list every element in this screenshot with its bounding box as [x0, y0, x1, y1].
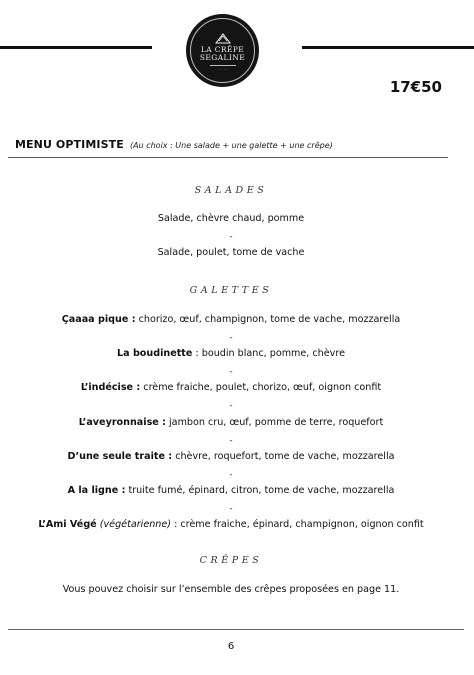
section-title-salades: SALADES	[194, 185, 268, 196]
galette-description: jambon cru, œuf, pomme de terre, roquefort	[165, 417, 384, 428]
galette-description: chorizo, œuf, champignon, tome de vache, mozzarella	[135, 314, 401, 325]
galette-item	[0, 314, 462, 325]
menu-choice-note: (Au choix : Une salade + une galette + une crêpe)	[130, 141, 333, 150]
galette-name: L’indécise :	[80, 382, 141, 393]
galette-description: crème fraiche, poulet, chorizo, œuf, oignon confit	[140, 382, 382, 393]
header-rule-left	[0, 46, 152, 49]
galette-name: Çaaaa pique :	[61, 314, 136, 325]
galette-name: La boudinette	[117, 348, 193, 359]
galette-item	[0, 451, 462, 462]
item-separator: -	[229, 470, 233, 480]
logo-ring	[190, 18, 255, 83]
section-title-galettes: GALETTES	[189, 285, 273, 296]
galette-description: : crème fraiche, épinard, champignon, oignon confit	[171, 519, 424, 530]
galette-item	[0, 382, 462, 393]
page-number: 6	[227, 641, 235, 652]
galette-description: : boudin blanc, pomme, chèvre	[192, 348, 345, 359]
menu-title-rule	[8, 157, 448, 158]
galette-item	[0, 519, 462, 530]
salade-item: Salade, chèvre chaud, pomme	[157, 213, 305, 224]
item-separator: -	[229, 504, 233, 514]
menu-price: 17€50	[389, 78, 442, 96]
item-separator: -	[229, 232, 233, 242]
galette-description: chèvre, roquefort, tome de vache, mozzarella	[172, 451, 395, 462]
galette-description: truite fumé, épinard, citron, tome de vache, mozzarella	[125, 485, 395, 496]
item-separator: -	[229, 436, 233, 446]
item-separator: -	[229, 401, 233, 411]
galette-item	[0, 417, 462, 428]
header-rule-right	[302, 46, 474, 49]
section-title-crepes: CRÊPES	[199, 555, 263, 566]
logo-text-line1: LA CRÊPE	[200, 45, 245, 54]
menu-title: MENU OPTIMISTE	[15, 138, 124, 151]
item-separator: -	[229, 367, 233, 377]
logo-small-mark: ·· ··	[217, 68, 228, 72]
galette-note: (végétarienne)	[96, 519, 172, 530]
galette-name: A la ligne :	[67, 485, 126, 496]
galette-item	[0, 485, 462, 496]
galette-name: L’Ami Végé	[38, 519, 97, 530]
restaurant-logo	[186, 14, 259, 87]
galette-name: D’une seule traite :	[67, 451, 173, 462]
galette-name: L’aveyronnaise :	[78, 417, 166, 428]
galette-item	[0, 348, 462, 359]
crepes-text: Vous pouvez choisir sur l’ensemble des crêpes proposées en page 11.	[62, 584, 400, 595]
logo-text-line2: SEGALINE	[199, 53, 246, 62]
footer-rule	[8, 629, 464, 630]
item-separator: -	[229, 333, 233, 343]
salade-item: Salade, poulet, tome de vache	[157, 247, 305, 258]
